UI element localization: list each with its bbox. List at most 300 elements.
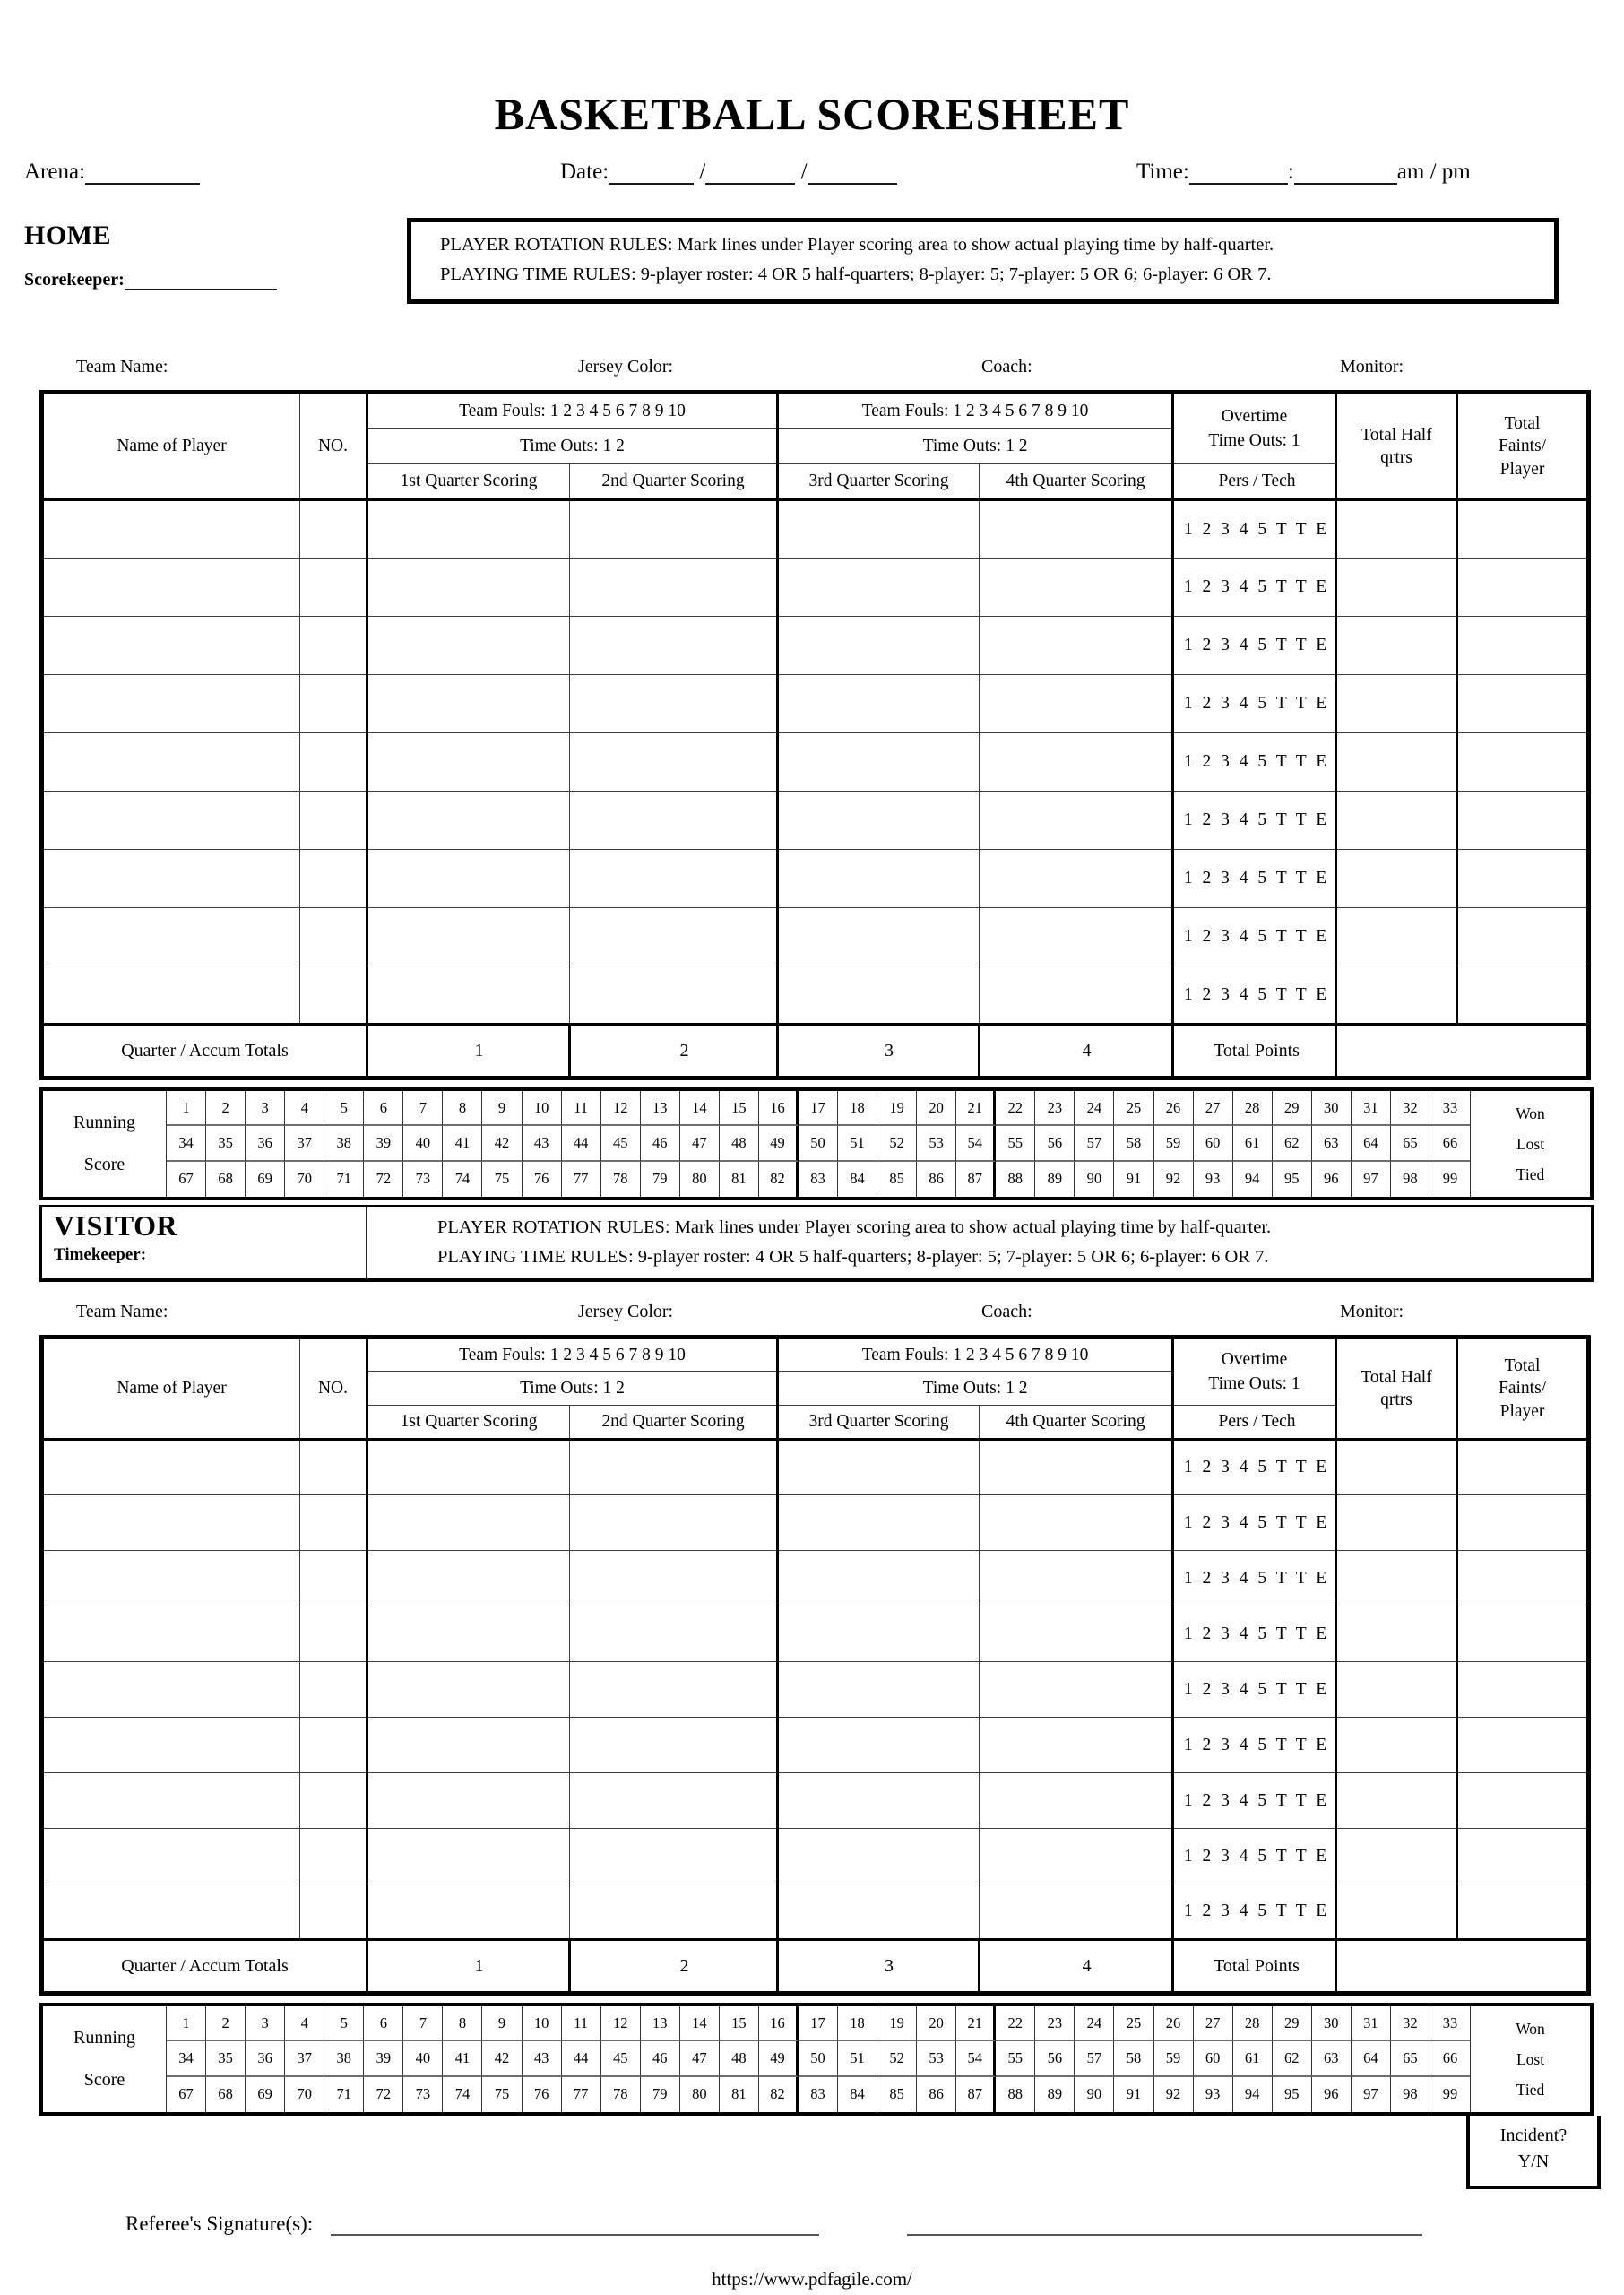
fill-cell[interactable] <box>980 675 1173 733</box>
running-score-number: 84 <box>838 1162 877 1197</box>
q4-total-cell[interactable]: 4 <box>980 1940 1173 1994</box>
fill-cell[interactable] <box>1457 1551 1589 1606</box>
fill-cell[interactable] <box>1457 966 1589 1025</box>
fill-cell[interactable] <box>367 617 570 675</box>
fill-cell[interactable] <box>1457 908 1589 966</box>
running-score-number: 53 <box>917 1126 956 1161</box>
rules-box <box>408 219 1558 303</box>
fill-cell[interactable] <box>367 1606 570 1662</box>
fill-cell[interactable] <box>42 792 300 850</box>
fill-cell[interactable] <box>300 792 367 850</box>
fill-cell[interactable] <box>778 500 980 559</box>
fill-cell[interactable] <box>300 850 367 908</box>
fill-cell[interactable] <box>367 733 570 792</box>
name-of-player-header: Name of Player <box>42 393 300 500</box>
fill-cell[interactable] <box>570 1773 778 1829</box>
fill-cell[interactable] <box>367 908 570 966</box>
fill-cell[interactable] <box>778 675 980 733</box>
running-score-number: 47 <box>680 1126 720 1161</box>
running-score-number: 51 <box>838 2041 877 2076</box>
visitor-rules-box <box>367 1207 1591 1278</box>
fill-cell[interactable] <box>367 675 570 733</box>
visitor-label-cell <box>42 1207 367 1278</box>
player-row <box>42 559 1589 617</box>
fill-cell[interactable] <box>1457 1440 1589 1495</box>
fill-cell[interactable] <box>1457 617 1589 675</box>
running-score-number: 40 <box>403 2041 443 2076</box>
fill-cell[interactable] <box>367 1884 570 1940</box>
running-score-number: 85 <box>877 2077 917 2112</box>
fill-cell[interactable] <box>1457 733 1589 792</box>
fill-cell[interactable] <box>570 908 778 966</box>
running-score-number: 44 <box>562 1126 601 1161</box>
running-score-number: 9 <box>482 1091 522 1126</box>
won-lost-tied-box <box>1470 2006 1590 2112</box>
running-score-number: 61 <box>1233 1126 1273 1161</box>
running-score-number: 48 <box>720 1126 759 1161</box>
fill-cell[interactable] <box>300 1884 367 1940</box>
fill-cell[interactable] <box>42 1606 300 1662</box>
running-score-number: 82 <box>759 2077 799 2112</box>
fill-cell[interactable] <box>1336 1495 1457 1551</box>
running-score-number: 52 <box>877 1126 917 1161</box>
quarter-accum-totals-row <box>42 1025 1589 1078</box>
fill-cell[interactable] <box>1336 675 1457 733</box>
fill-cell[interactable] <box>367 1662 570 1718</box>
fill-cell[interactable] <box>367 850 570 908</box>
fill-cell[interactable] <box>300 733 367 792</box>
fill-cell[interactable] <box>300 500 367 559</box>
fill-cell[interactable] <box>1336 617 1457 675</box>
running-score-number: 87 <box>956 2077 996 2112</box>
running-score-number: 88 <box>996 2077 1035 2112</box>
running-score-number: 25 <box>1114 2006 1153 2041</box>
q2-total-cell[interactable]: 2 <box>570 1025 778 1078</box>
running-score-number: 13 <box>641 1091 680 1126</box>
fill-cell[interactable] <box>570 733 778 792</box>
fill-cell[interactable] <box>570 1829 778 1884</box>
fill-cell[interactable] <box>980 1606 1173 1662</box>
date-month-blank[interactable] <box>609 158 694 185</box>
fill-cell[interactable] <box>1336 1718 1457 1773</box>
running-score-number: 49 <box>759 2041 799 2076</box>
fill-cell[interactable] <box>300 1440 367 1495</box>
fill-cell[interactable] <box>367 1495 570 1551</box>
fill-cell[interactable] <box>42 1495 300 1551</box>
date-label: Date: <box>560 160 609 184</box>
fill-cell[interactable] <box>570 1884 778 1940</box>
running-score-number: 71 <box>324 1162 364 1197</box>
fill-cell[interactable] <box>1457 1606 1589 1662</box>
q4-scoring-header: 4th Quarter Scoring <box>980 464 1173 500</box>
running-score-number: 15 <box>720 2006 759 2041</box>
running-score-number: 80 <box>680 2077 720 2112</box>
fill-cell[interactable] <box>1336 1440 1457 1495</box>
fill-cell[interactable] <box>300 1829 367 1884</box>
player-row <box>42 617 1589 675</box>
fill-cell[interactable] <box>1336 500 1457 559</box>
fill-cell[interactable] <box>300 1773 367 1829</box>
fill-cell[interactable] <box>980 908 1173 966</box>
fill-cell[interactable] <box>1336 559 1457 617</box>
running-score-number: 14 <box>680 1091 720 1126</box>
pers-tech-marks: 1 2 3 4 5 T T E <box>1173 1662 1336 1718</box>
fill-cell[interactable] <box>980 1884 1173 1940</box>
fill-cell[interactable] <box>980 850 1173 908</box>
fill-cell[interactable] <box>1336 1884 1457 1940</box>
running-score-number: 20 <box>917 2006 956 2041</box>
time-minute-blank[interactable] <box>1294 158 1397 185</box>
running-score-number: 43 <box>523 2041 562 2076</box>
fill-cell[interactable] <box>300 675 367 733</box>
fill-cell[interactable] <box>980 1495 1173 1551</box>
player-row <box>42 792 1589 850</box>
running-score-number: 23 <box>1035 1091 1075 1126</box>
fill-cell[interactable] <box>42 1829 300 1884</box>
fill-cell[interactable] <box>778 792 980 850</box>
fill-cell[interactable] <box>980 1773 1173 1829</box>
fill-cell[interactable] <box>778 1718 980 1773</box>
fill-cell[interactable] <box>367 966 570 1025</box>
date-separator: / <box>699 160 706 184</box>
fill-cell[interactable] <box>1336 1829 1457 1884</box>
date-year-blank[interactable] <box>808 158 897 185</box>
fill-cell[interactable] <box>367 1440 570 1495</box>
total-points-cell[interactable] <box>1336 1940 1589 1994</box>
fill-cell[interactable] <box>570 1440 778 1495</box>
fill-cell[interactable] <box>42 1440 300 1495</box>
fill-cell[interactable] <box>570 792 778 850</box>
fill-cell[interactable] <box>778 617 980 675</box>
running-score-number: 37 <box>285 2041 324 2076</box>
running-score-number: 38 <box>324 2041 364 2076</box>
running-score-number: 18 <box>838 2006 877 2041</box>
fill-cell[interactable] <box>42 1773 300 1829</box>
running-score-number: 63 <box>1312 2041 1352 2076</box>
fill-cell[interactable] <box>570 850 778 908</box>
fill-cell[interactable] <box>778 1551 980 1606</box>
team-name-label: Team Name: <box>76 1302 168 1321</box>
running-score-number: 32 <box>1391 1091 1430 1126</box>
jersey-color-label: Jersey Color: <box>578 357 674 377</box>
fill-cell[interactable] <box>1457 1829 1589 1884</box>
running-score-number: 89 <box>1035 1162 1075 1197</box>
fill-cell[interactable] <box>1457 792 1589 850</box>
fill-cell[interactable] <box>42 675 300 733</box>
fill-cell[interactable] <box>42 500 300 559</box>
incident-yn-label: Y/N <box>1517 2152 1550 2171</box>
running-score-number: 99 <box>1442 2085 1458 2103</box>
fill-cell[interactable] <box>367 1773 570 1829</box>
fill-cell[interactable] <box>42 617 300 675</box>
fill-cell[interactable] <box>367 559 570 617</box>
running-score-number: 45 <box>601 1126 641 1161</box>
total-faints-player-header: Total Faints/ Player <box>1457 1338 1589 1440</box>
running-score-number: 6 <box>364 2006 403 2041</box>
pers-tech-marks: 1 2 3 4 5 T T E <box>1173 792 1336 850</box>
referee-signature-blank-2[interactable] <box>907 2213 1422 2236</box>
scorekeeper-blank[interactable] <box>125 264 277 290</box>
footer-url[interactable]: https://www.pdfagile.com/ <box>712 2268 912 2290</box>
monitor-label: Monitor: <box>1340 1302 1404 1321</box>
fill-cell[interactable] <box>778 559 980 617</box>
visitor-section-header <box>39 1205 1594 1282</box>
fill-cell[interactable] <box>570 559 778 617</box>
time-label: Time: <box>1136 160 1189 184</box>
fill-cell[interactable] <box>1336 1551 1457 1606</box>
time-outs-header-1h: Time Outs: 1 2 <box>367 429 778 464</box>
q4-total-cell[interactable]: 4 <box>980 1025 1173 1078</box>
player-row <box>42 1662 1589 1718</box>
pers-tech-marks: 1 2 3 4 5 T T E <box>1173 1606 1336 1662</box>
running-score-number: 12 <box>601 2006 641 2041</box>
running-score-number: 94 <box>1233 2077 1273 2112</box>
fill-cell[interactable] <box>980 792 1173 850</box>
fill-cell[interactable] <box>1457 1662 1589 1718</box>
fill-cell[interactable] <box>570 500 778 559</box>
fill-cell[interactable] <box>778 966 980 1025</box>
player-row <box>42 1495 1589 1551</box>
fill-cell[interactable] <box>1457 1718 1589 1773</box>
visitor-team-label: VISITOR <box>54 1209 178 1242</box>
arena-blank[interactable] <box>85 158 200 185</box>
incident-row <box>39 2116 1601 2189</box>
fill-cell[interactable] <box>300 908 367 966</box>
fill-cell[interactable] <box>980 500 1173 559</box>
running-score-number: 94 <box>1233 1162 1273 1197</box>
fill-cell[interactable] <box>778 1606 980 1662</box>
arena-label: Arena: <box>24 160 86 184</box>
fill-cell[interactable] <box>570 675 778 733</box>
fill-cell[interactable] <box>778 850 980 908</box>
home-team-label: HOME <box>24 221 111 250</box>
fill-cell[interactable] <box>1457 559 1589 617</box>
fill-cell[interactable] <box>570 617 778 675</box>
running-score-number: 86 <box>917 1162 956 1197</box>
running-score-number: 16 <box>759 2006 799 2041</box>
player-row <box>42 1884 1589 1940</box>
running-score-number: 16 <box>759 1091 799 1126</box>
fill-cell[interactable] <box>570 1662 778 1718</box>
fill-cell[interactable] <box>367 1718 570 1773</box>
running-score-number: 41 <box>443 1126 482 1161</box>
running-score-number: 2 <box>206 2006 246 2041</box>
fill-cell[interactable] <box>778 1440 980 1495</box>
tied-label: Tied <box>1516 1165 1545 1183</box>
arena-field <box>24 158 200 185</box>
q1-scoring-header: 1st Quarter Scoring <box>367 464 570 500</box>
fill-cell[interactable] <box>42 1718 300 1773</box>
fill-cell[interactable] <box>367 1829 570 1884</box>
fill-cell[interactable] <box>42 966 300 1025</box>
running-score-number: 19 <box>877 1091 917 1126</box>
fill-cell[interactable] <box>367 792 570 850</box>
fill-cell[interactable] <box>1336 850 1457 908</box>
running-score-number: 92 <box>1154 2077 1194 2112</box>
running-score-number: 86 <box>917 2077 956 2112</box>
running-score-number: 46 <box>641 2041 680 2076</box>
fill-cell[interactable] <box>778 1829 980 1884</box>
pers-tech-marks: 1 2 3 4 5 T T E <box>1173 559 1336 617</box>
fill-cell[interactable] <box>1457 1495 1589 1551</box>
fill-cell[interactable] <box>300 1718 367 1773</box>
pers-tech-marks: 1 2 3 4 5 T T E <box>1173 1829 1336 1884</box>
team-name-label: Team Name: <box>76 357 168 377</box>
running-score-number: 56 <box>1035 2041 1075 2076</box>
fill-cell[interactable] <box>300 1495 367 1551</box>
fill-cell[interactable] <box>980 1829 1173 1884</box>
fill-cell[interactable] <box>1457 1884 1589 1940</box>
running-score-number: 9 <box>482 2006 522 2041</box>
fill-cell[interactable] <box>42 908 300 966</box>
q3-total-cell[interactable]: 3 <box>778 1025 980 1078</box>
incident-box[interactable] <box>1466 2116 1601 2189</box>
running-score-number: 59 <box>1154 1126 1194 1161</box>
running-score-number: 33 <box>1430 1091 1470 1126</box>
monitor-label: Monitor: <box>1340 357 1404 377</box>
fill-cell[interactable] <box>778 1495 980 1551</box>
fill-cell[interactable] <box>42 1551 300 1606</box>
fill-cell[interactable] <box>778 908 980 966</box>
fill-cell[interactable] <box>300 966 367 1025</box>
running-score-number: 58 <box>1114 2041 1153 2076</box>
fill-cell[interactable] <box>570 1551 778 1606</box>
pers-tech-marks: 1 2 3 4 5 T T E <box>1173 1551 1336 1606</box>
time-outs-header-2h: Time Outs: 1 2 <box>778 1372 1173 1406</box>
q1-total-cell[interactable]: 1 <box>367 1025 570 1078</box>
fill-cell[interactable] <box>570 1495 778 1551</box>
q3-scoring-header: 3rd Quarter Scoring <box>778 464 980 500</box>
pers-tech-marks: 1 2 3 4 5 T T E <box>1173 1718 1336 1773</box>
playing-time-rules-text: PLAYING TIME RULES: 9-player roster: 4 OR 5 half-quarters; 8-player: 5; 7-player: 5 OR 6; 6-player: 6 OR 7. <box>437 1247 1269 1267</box>
fill-cell[interactable] <box>1457 675 1589 733</box>
pers-tech-marks: 1 2 3 4 5 T T E <box>1173 1440 1336 1495</box>
fill-cell[interactable] <box>1457 1773 1589 1829</box>
running-score-number: 39 <box>364 1126 403 1161</box>
fill-cell[interactable] <box>570 1718 778 1773</box>
running-score-number: 31 <box>1352 2006 1391 2041</box>
fill-cell[interactable] <box>300 1606 367 1662</box>
running-score-number: 83 <box>799 1162 838 1197</box>
fill-cell[interactable] <box>1336 966 1457 1025</box>
time-outs-header-2h: Time Outs: 1 2 <box>778 429 1173 464</box>
player-row <box>42 675 1589 733</box>
fill-cell[interactable] <box>778 1884 980 1940</box>
fill-cell[interactable] <box>980 733 1173 792</box>
running-score-number: 51 <box>838 1126 877 1161</box>
q1-total-cell[interactable]: 1 <box>367 1940 570 1994</box>
fill-cell[interactable] <box>1336 908 1457 966</box>
fill-cell[interactable] <box>42 1662 300 1718</box>
q3-total-cell[interactable]: 3 <box>778 1940 980 1994</box>
pers-tech-marks: 1 2 3 4 5 T T E <box>1173 733 1336 792</box>
total-points-label: Total Points <box>1173 1940 1336 1994</box>
running-score-number: 14 <box>680 2006 720 2041</box>
fill-cell[interactable] <box>300 559 367 617</box>
q2-total-cell[interactable]: 2 <box>570 1940 778 1994</box>
fill-cell[interactable] <box>570 1606 778 1662</box>
player-row <box>42 1829 1589 1884</box>
fill-cell[interactable] <box>300 1662 367 1718</box>
fill-cell[interactable] <box>300 617 367 675</box>
fill-cell[interactable] <box>367 500 570 559</box>
running-score-number: 11 <box>562 2006 601 2041</box>
running-score-number: 60 <box>1194 2041 1233 2076</box>
time-hour-blank[interactable] <box>1189 158 1288 185</box>
running-score-number: 82 <box>759 1162 799 1197</box>
fill-cell[interactable] <box>42 733 300 792</box>
running-score-number: 65 <box>1391 2041 1430 2076</box>
running-score-number: 25 <box>1114 1091 1153 1126</box>
fill-cell[interactable] <box>300 1551 367 1606</box>
fill-cell[interactable] <box>980 559 1173 617</box>
fill-cell[interactable] <box>778 733 980 792</box>
fill-cell[interactable] <box>1336 733 1457 792</box>
overtime-timeouts-header: Overtime Time Outs: 1 <box>1173 393 1336 464</box>
running-score-number: 67 <box>167 2077 206 2112</box>
running-score-number: 27 <box>1194 2006 1233 2041</box>
fill-cell[interactable] <box>1336 1773 1457 1829</box>
visitor-score-table <box>39 1335 1591 1996</box>
fill-cell[interactable] <box>367 1551 570 1606</box>
running-score-number: 98 <box>1391 1162 1430 1197</box>
running-score-number: 3 <box>246 1091 285 1126</box>
fill-cell[interactable] <box>42 850 300 908</box>
fill-cell[interactable] <box>1336 792 1457 850</box>
fill-cell[interactable] <box>42 1884 300 1940</box>
referee-signature-blank-1[interactable] <box>331 2213 819 2236</box>
team-fouls-header-1h: Team Fouls: 1 2 3 4 5 6 7 8 9 10 <box>367 1338 778 1372</box>
running-score-number: 87 <box>956 1162 996 1197</box>
fill-cell[interactable] <box>570 966 778 1025</box>
fill-cell[interactable] <box>980 1440 1173 1495</box>
fill-cell[interactable] <box>980 1662 1173 1718</box>
fill-cell[interactable] <box>980 1551 1173 1606</box>
running-score-number: 6 <box>364 1091 403 1126</box>
fill-cell[interactable] <box>778 1773 980 1829</box>
total-points-cell[interactable] <box>1336 1025 1589 1078</box>
date-day-blank[interactable] <box>705 158 795 185</box>
running-score-number: 4 <box>285 1091 324 1126</box>
running-score-number: 64 <box>1352 1126 1391 1161</box>
visitor-team-info-line <box>0 1302 1624 1329</box>
fill-cell[interactable] <box>778 1662 980 1718</box>
running-score-number: 8 <box>443 1091 482 1126</box>
running-score-number: 38 <box>324 1126 364 1161</box>
fill-cell[interactable] <box>42 559 300 617</box>
fill-cell[interactable] <box>1336 1662 1457 1718</box>
fill-cell[interactable] <box>1457 850 1589 908</box>
running-score-number: 64 <box>1352 2041 1391 2076</box>
fill-cell[interactable] <box>980 1718 1173 1773</box>
player-row <box>42 1440 1589 1495</box>
running-score-number: 71 <box>324 2077 364 2112</box>
time-outs-header-1h: Time Outs: 1 2 <box>367 1372 778 1406</box>
total-half-qrtrs-header: Total Half qrtrs <box>1336 1338 1457 1440</box>
quarter-accum-totals-label: Quarter / Accum Totals <box>42 1025 367 1078</box>
fill-cell[interactable] <box>980 966 1173 1025</box>
player-row <box>42 1551 1589 1606</box>
running-score-number: 76 <box>523 2077 562 2112</box>
fill-cell[interactable] <box>1336 1606 1457 1662</box>
quarter-accum-totals-label: Quarter / Accum Totals <box>42 1940 367 1994</box>
fill-cell[interactable] <box>980 617 1173 675</box>
fill-cell[interactable] <box>1457 500 1589 559</box>
quarter-accum-totals-row <box>42 1940 1589 1994</box>
running-score-number: 97 <box>1352 2077 1391 2112</box>
running-score-number: 37 <box>285 1126 324 1161</box>
running-score-number: 46 <box>641 1126 680 1161</box>
